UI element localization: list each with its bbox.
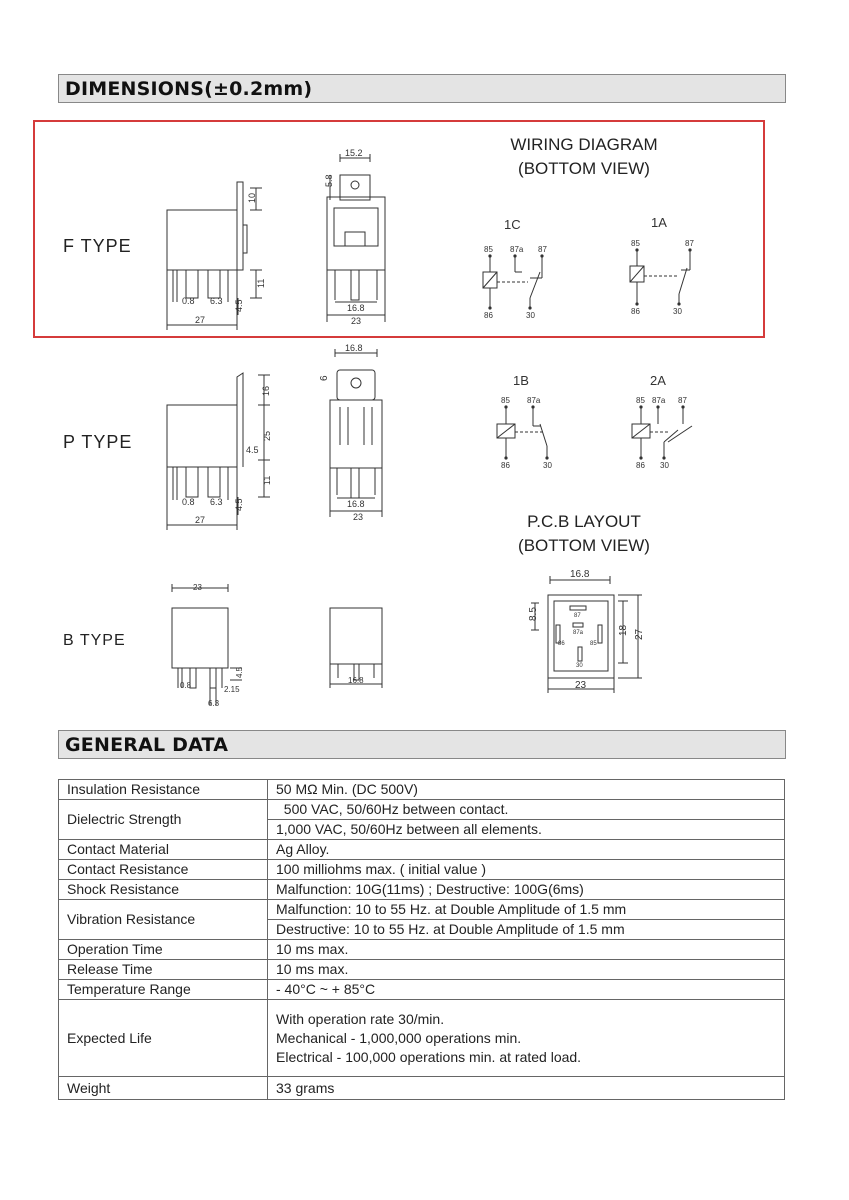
pcb-dim-18: 18 [618,624,629,636]
wiring-1a-term-85: 85 [631,239,640,248]
row-value: 1,000 VAC, 50/60Hz between all elements. [268,820,785,840]
table-row [59,1077,785,1100]
p-front-dim-23: 23 [353,512,364,522]
table-row [59,960,785,980]
p-side-dim-11: 11 [262,475,272,485]
dimensions-title: DIMENSIONS(±0.2mm) [65,78,313,100]
table-row [59,1000,785,1077]
p-side-dim-0-8: 0.8 [182,497,195,507]
row-value-line: Mechanical - 1,000,000 operations min. [276,1029,522,1046]
wiring-1b-term-86: 86 [501,461,510,470]
table-row [59,880,785,900]
pcb-pin-30: 30 [576,663,583,669]
b-side-dim-0-8: 0.8 [180,681,192,690]
p-front-dim-16-8-top: 16.8 [345,343,363,353]
row-label: Weight [59,1077,268,1100]
row-value: Malfunction: 10G(11ms) ; Destructive: 100G(6ms) [268,880,785,900]
pcb-layout [520,565,655,695]
p-front-dim-6: 6 [319,375,330,381]
p-side-dim-4-5: 4.5 [234,498,244,511]
pcb-pin-87: 87 [574,613,581,619]
pcb-dim-16-8: 16.8 [570,569,590,580]
general-data-header [58,730,786,759]
b-type-side-view [160,580,260,715]
general-data-table [58,779,785,1100]
wiring-2a-term-87: 87 [678,396,687,405]
b-side-dim-2-15: 2.15 [224,685,240,694]
wiring-1c-name: 1C [504,217,521,232]
f-side-dim-0-8: 0.8 [182,296,195,306]
table-row [59,940,785,960]
b-type-front-view [320,600,390,695]
p-type-label: P TYPE [63,432,133,452]
row-value: 33 grams [268,1077,785,1100]
table-row [59,900,785,920]
row-value: 500 VAC, 50/60Hz between contact. [268,800,785,820]
wiring-1c-term-87: 87 [538,245,547,254]
wiring-2a-term-86: 86 [636,461,645,470]
wiring-1a-name: 1A [651,215,667,230]
row-label: Contact Material [59,840,268,860]
f-front-dim-5-8: 5.8 [324,174,334,187]
row-label: Shock Resistance [59,880,268,900]
wiring-1c-term-87a: 87a [510,245,524,254]
table-row [59,860,785,880]
row-value: 10 ms max. [268,940,785,960]
row-label: Release Time [59,960,268,980]
f-front-dim-16-8: 16.8 [347,303,365,313]
p-side-dim-25: 25 [262,430,272,441]
row-label: Temperature Range [59,980,268,1000]
row-value-line: Electrical - 100,000 operations min. at rated load. [276,1048,582,1065]
row-value [268,1000,785,1077]
wiring-1a-term-87: 87 [685,239,694,248]
b-front-dim-16-8: 16.8 [348,676,364,685]
p-side-dim-6-3: 6.3 [210,497,223,507]
row-value: Destructive: 10 to 55 Hz. at Double Amplitude of 1.5 mm [268,920,785,940]
b-side-dim-4-5: 4.5 [235,666,244,678]
wiring-2a-term-30: 30 [660,461,669,470]
general-data-title: GENERAL DATA [65,734,229,756]
f-type-label: F TYPE [63,236,132,256]
wiring-2a-term-85: 85 [636,396,645,405]
f-side-dim-10: 10 [247,192,257,203]
row-label: Insulation Resistance [59,780,268,800]
table-row [59,780,785,800]
f-type-side-view [150,170,280,335]
row-value: Malfunction: 10 to 55 Hz. at Double Amplitude of 1.5 mm [268,900,785,920]
p-side-dim-27: 27 [195,515,206,525]
pcb-pin-86: 86 [558,641,565,647]
wiring-1a [615,210,705,325]
wiring-2a-name: 2A [650,373,666,388]
f-front-dim-15-2: 15.2 [345,148,363,158]
row-label: Contact Resistance [59,860,268,880]
wiring-2a [620,370,720,475]
row-value-line: With operation rate 30/min. [276,1010,445,1027]
row-label: Vibration Resistance [59,900,268,940]
table-row [59,800,785,820]
wiring-1a-term-86: 86 [631,307,640,316]
b-type-label: B TYPE [63,632,126,649]
wiring-1c-term-85: 85 [484,245,493,254]
p-side-dim-16: 16 [261,385,271,396]
wiring-diagram-title: WIRING DIAGRAM (BOTTOM VIEW) [510,135,658,178]
wiring-1b-term-87a: 87a [527,396,541,405]
p-side-dim-4-5-top: 4.5 [246,445,259,455]
dimensions-header [58,74,786,103]
row-value: Ag Alloy. [268,840,785,860]
p-front-dim-16-8: 16.8 [347,499,365,509]
row-label: Dielectric Strength [59,800,268,840]
row-value: 100 milliohms max. ( initial value ) [268,860,785,880]
pcb-dim-27: 27 [634,628,645,640]
wiring-1b [485,370,575,475]
f-side-dim-4-5: 4.5 [234,299,244,312]
wiring-1b-name: 1B [513,373,529,388]
wiring-2a-term-87a: 87a [652,396,666,405]
wiring-1c [470,210,560,325]
f-side-dim-11: 11 [256,278,266,288]
pcb-dim-8-5: 8.5 [528,607,539,621]
f-type-front-view [315,150,395,330]
p-type-side-view [150,365,285,535]
wiring-1c-term-30: 30 [526,311,535,320]
pcb-dim-23: 23 [575,680,587,691]
row-value: 10 ms max. [268,960,785,980]
row-value: - 40°C ~ + 85°C [268,980,785,1000]
pcb-layout-title: P.C.B LAYOUT (BOTTOM VIEW) [518,512,650,555]
row-value: 50 MΩ Min. (DC 500V) [268,780,785,800]
wiring-1b-term-85: 85 [501,396,510,405]
pcb-pin-87a: 87a [573,630,584,636]
p-type-front-view [315,345,395,525]
table-row [59,980,785,1000]
b-side-dim-23: 23 [193,583,202,592]
row-label: Expected Life [59,1000,268,1077]
row-label: Operation Time [59,940,268,960]
table-row [59,840,785,860]
wiring-1b-term-30: 30 [543,461,552,470]
f-side-dim-6-3: 6.3 [210,296,223,306]
pcb-pin-85: 85 [590,641,597,647]
f-side-dim-27: 27 [195,315,206,325]
b-side-dim-6-3: 6.3 [208,699,220,708]
wiring-1c-term-86: 86 [484,311,493,320]
wiring-1a-term-30: 30 [673,307,682,316]
f-front-dim-23: 23 [351,316,362,326]
